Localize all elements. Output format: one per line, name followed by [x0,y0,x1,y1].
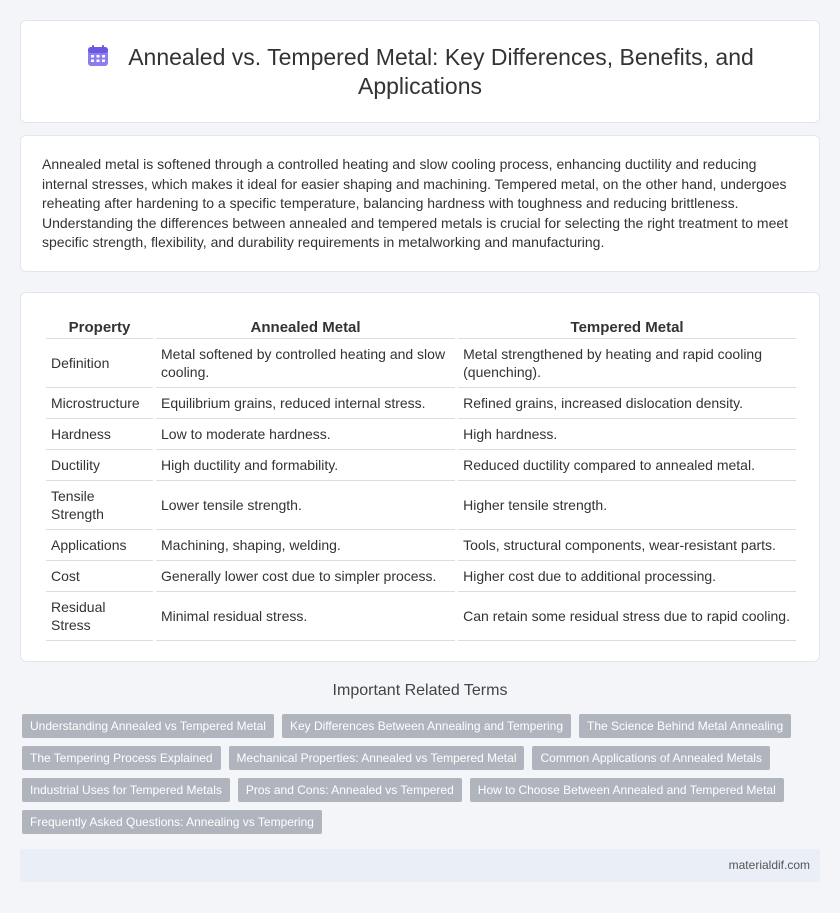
table-row [46,481,796,530]
intro-paragraph: Annealed metal is softened through a controlled heating and slow cooling process, enhancing ductility and reducing internal stresses, which makes it ideal for easier shaping and machining. Tempered metal, on the other hand, undergoes reheating after hardening to a specific temperature, balancing hardness with toughness and reducing brittleness. Understanding the differences between annealed and tempered metals is crucial for selecting the right treatment to meet specific strength, flexibility, and durability requirements in metalworking and manufacturing. [42,156,789,251]
property-cell: Residual Stress [46,592,153,641]
header-property: Property [46,314,153,339]
related-term-tag[interactable]: The Tempering Process Explained [22,746,221,770]
tempered-cell: Higher tensile strength. [458,481,796,530]
header-tempered: Tempered Metal [458,314,796,339]
header-annealed: Annealed Metal [156,314,455,339]
related-term-tag[interactable]: Mechanical Properties: Annealed vs Tempered Metal [229,746,525,770]
page-title-wrap [21,43,819,101]
related-term-tag[interactable]: Key Differences Between Annealing and Tempering [282,714,571,738]
tempered-cell: Reduced ductility compared to annealed metal. [458,450,796,481]
footer-site-link[interactable]: materialdif.com [728,858,810,872]
tempered-cell: Tools, structural components, wear-resistant parts. [458,530,796,561]
tempered-cell: Higher cost due to additional processing. [458,561,796,592]
table-row [46,388,796,419]
related-term-tag[interactable]: Frequently Asked Questions: Annealing vs Tempering [22,810,322,834]
page-title: Annealed vs. Tempered Metal: Key Differences, Benefits, and Applications [128,44,754,99]
table-row [46,561,796,592]
table-row [46,530,796,561]
annealed-cell: Minimal residual stress. [156,592,455,641]
property-cell: Definition [46,339,153,388]
related-term-tag[interactable]: Pros and Cons: Annealed vs Tempered [238,778,462,802]
related-term-tag[interactable]: How to Choose Between Annealed and Tempered Metal [470,778,784,802]
annealed-cell: Equilibrium grains, reduced internal stress. [156,388,455,419]
tempered-cell: High hardness. [458,419,796,450]
property-cell: Ductility [46,450,153,481]
tempered-cell: Refined grains, increased dislocation density. [458,388,796,419]
related-term-tag[interactable]: Understanding Annealed vs Tempered Metal [22,714,274,738]
comparison-card [20,292,820,662]
title-card [20,20,820,123]
table-row [46,450,796,481]
property-cell: Hardness [46,419,153,450]
related-terms-title: Important Related Terms [332,682,508,699]
intro-card [20,135,820,272]
table-row [46,592,796,641]
table-header-row [46,314,796,339]
annealed-cell: Machining, shaping, welding. [156,530,455,561]
annealed-cell: Metal softened by controlled heating and slow cooling. [156,339,455,388]
property-cell: Cost [46,561,153,592]
property-cell: Tensile Strength [46,481,153,530]
table-row [46,339,796,388]
property-cell: Microstructure [46,388,153,419]
calendar-icon [86,44,110,68]
related-term-tag[interactable]: Industrial Uses for Tempered Metals [22,778,230,802]
related-term-tag[interactable]: Common Applications of Annealed Metals [532,746,769,770]
annealed-cell: High ductility and formability. [156,450,455,481]
annealed-cell: Generally lower cost due to simpler process. [156,561,455,592]
table-row [46,419,796,450]
property-cell: Applications [46,530,153,561]
annealed-cell: Low to moderate hardness. [156,419,455,450]
related-term-tag[interactable]: The Science Behind Metal Annealing [579,714,791,738]
tempered-cell: Can retain some residual stress due to rapid cooling. [458,592,796,641]
annealed-cell: Lower tensile strength. [156,481,455,530]
related-terms-list [22,714,812,834]
tempered-cell: Metal strengthened by heating and rapid cooling (quenching). [458,339,796,388]
comparison-table [43,314,799,641]
footer [20,849,820,882]
